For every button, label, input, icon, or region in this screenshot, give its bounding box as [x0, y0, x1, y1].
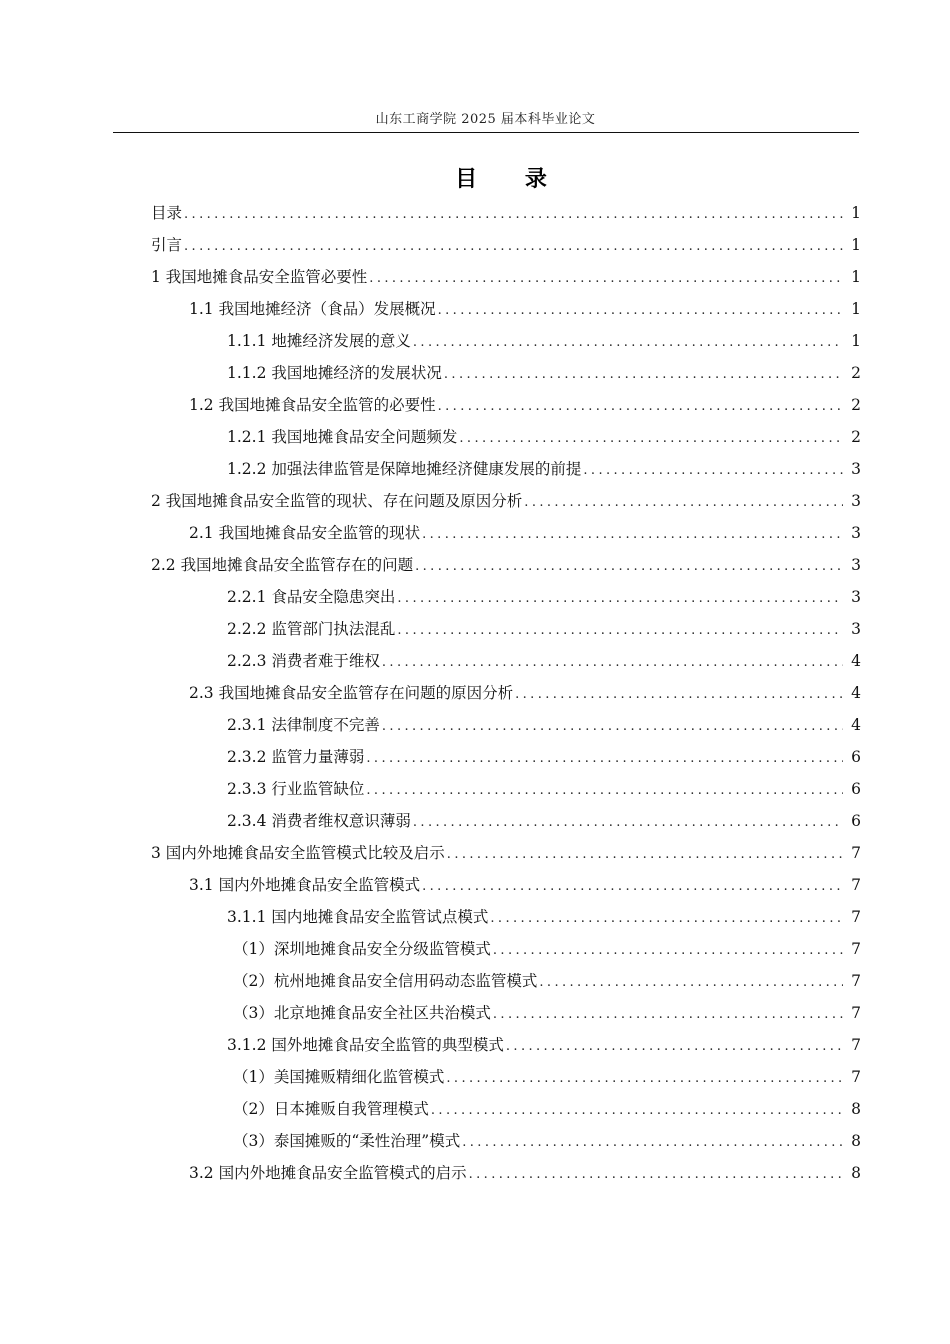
toc-dot-leader [413, 327, 843, 357]
toc-entry[interactable] [151, 677, 861, 709]
toc-entry[interactable] [151, 453, 861, 485]
toc-dot-leader [422, 871, 843, 901]
toc-dot-leader [422, 519, 843, 549]
toc-entry-label: （2）杭州地摊食品安全信用码动态监管模式 [233, 972, 538, 990]
toc-entry[interactable] [151, 805, 861, 837]
toc-dot-leader [184, 199, 843, 229]
toc-page-number: 6 [851, 748, 861, 766]
toc-dot-leader [184, 231, 843, 261]
toc-entry-label: 2.2 我国地摊食品安全监管存在的问题 [151, 556, 414, 574]
toc-dot-leader [366, 743, 843, 773]
toc-entry[interactable] [151, 645, 861, 677]
toc-entry[interactable] [151, 709, 861, 741]
toc-page-number: 1 [851, 204, 861, 222]
toc-entry-label: 2.3.1 法律制度不完善 [227, 716, 380, 734]
toc-entry[interactable] [151, 965, 861, 997]
toc-entry-label: 1.2.1 我国地摊食品安全问题频发 [227, 428, 458, 446]
toc-dot-leader [490, 903, 843, 933]
toc-entry[interactable] [151, 997, 861, 1029]
toc-dot-leader [438, 391, 843, 421]
toc-page-number: 2 [851, 396, 861, 414]
toc-entry-label: （1）深圳地摊食品安全分级监管模式 [233, 940, 491, 958]
toc-entry-label: 2 我国地摊食品安全监管的现状、存在问题及原因分析 [151, 492, 523, 510]
toc-entry-label: 2.3 我国地摊食品安全监管存在问题的原因分析 [189, 684, 514, 702]
toc-page-number: 7 [851, 876, 861, 894]
toc-entry[interactable] [151, 741, 861, 773]
toc-entry[interactable] [151, 933, 861, 965]
toc-dot-leader [583, 455, 843, 485]
toc-page-number: 6 [851, 812, 861, 830]
toc-entry[interactable] [151, 773, 861, 805]
toc-entry[interactable] [151, 197, 861, 229]
toc-entry-label: 1.1 我国地摊经济（食品）发展概况 [189, 300, 436, 318]
toc-page-number: 2 [851, 428, 861, 446]
toc-page-number: 3 [851, 492, 861, 510]
toc-entry-label: 3.1.1 国内地摊食品安全监管试点模式 [227, 908, 489, 926]
toc-entry[interactable] [151, 485, 861, 517]
toc-entry[interactable] [151, 229, 861, 261]
header-divider [113, 132, 859, 133]
toc-page-number: 6 [851, 780, 861, 798]
toc-entry-label: 2.3.3 行业监管缺位 [227, 780, 365, 798]
toc-entry[interactable] [151, 421, 861, 453]
toc-entry-label: 1.2.2 加强法律监管是保障地摊经济健康发展的前提 [227, 460, 582, 478]
toc-page-number: 7 [851, 908, 861, 926]
toc-page-number: 4 [851, 684, 861, 702]
toc-page-number: 4 [851, 652, 861, 670]
toc-entry[interactable] [151, 357, 861, 389]
toc-page-number: 3 [851, 620, 861, 638]
toc-entry[interactable] [151, 549, 861, 581]
toc-entry-label: 1.1.2 我国地摊经济的发展状况 [227, 364, 442, 382]
toc-entry-label: 3.2 国内外地摊食品安全监管模式的启示 [189, 1164, 467, 1182]
toc-dot-leader [397, 615, 843, 645]
toc-entry-label: （3）泰国摊贩的“柔性治理”模式 [233, 1132, 461, 1150]
toc-page-number: 8 [851, 1100, 861, 1118]
toc-entry[interactable] [151, 869, 861, 901]
toc-dot-leader [415, 551, 843, 581]
toc-entry[interactable] [151, 325, 861, 357]
toc-entry[interactable] [151, 389, 861, 421]
toc-entry[interactable] [151, 1061, 861, 1093]
toc-dot-leader [366, 775, 843, 805]
toc-dot-leader [493, 999, 843, 1029]
toc-entry[interactable] [151, 837, 861, 869]
toc-entry-label: （1）美国摊贩精细化监管模式 [233, 1068, 445, 1086]
toc-page-number: 8 [851, 1132, 861, 1150]
toc-page-number: 3 [851, 460, 861, 478]
toc-page-number: 4 [851, 716, 861, 734]
page-header: 山东工商学院 2025 届本科毕业论文 [375, 112, 596, 127]
toc-entry-label: 3 国内外地摊食品安全监管模式比较及启示 [151, 844, 445, 862]
toc-entry-label: 2.2.3 消费者难于维权 [227, 652, 380, 670]
toc-entry-label: 2.1 我国地摊食品安全监管的现状 [189, 524, 421, 542]
toc-entry-label: 引言 [151, 236, 183, 254]
toc-page-number: 7 [851, 972, 861, 990]
table-of-contents [151, 197, 861, 1189]
toc-entry-label: 2.2.1 食品安全隐患突出 [227, 588, 396, 606]
toc-entry-label: 3.1.2 国外地摊食品安全监管的典型模式 [227, 1036, 504, 1054]
toc-entry-label: 2.3.2 监管力量薄弱 [227, 748, 365, 766]
toc-entry[interactable] [151, 581, 861, 613]
toc-entry-label: 目录 [151, 204, 183, 222]
toc-dot-leader [462, 1127, 843, 1157]
toc-dot-leader [539, 967, 843, 997]
toc-page-number: 7 [851, 844, 861, 862]
toc-dot-leader [447, 839, 843, 869]
toc-dot-leader [469, 1159, 843, 1189]
toc-dot-leader [506, 1031, 843, 1061]
toc-dot-leader [431, 1095, 843, 1125]
toc-entry-label: （2）日本摊贩自我管理模式 [233, 1100, 429, 1118]
toc-dot-leader [459, 423, 843, 453]
toc-entry[interactable] [151, 613, 861, 645]
toc-dot-leader [413, 807, 843, 837]
toc-entry[interactable] [151, 1157, 861, 1189]
toc-entry[interactable] [151, 1029, 861, 1061]
toc-page-number: 3 [851, 524, 861, 542]
toc-dot-leader [382, 711, 843, 741]
toc-dot-leader [444, 359, 843, 389]
toc-page-number: 1 [851, 268, 861, 286]
toc-entry[interactable] [151, 293, 861, 325]
page-title: 目 录 [455, 167, 567, 192]
toc-entry[interactable] [151, 1093, 861, 1125]
toc-entry-label: 1.2 我国地摊食品安全监管的必要性 [189, 396, 436, 414]
toc-dot-leader [369, 263, 843, 293]
toc-entry[interactable] [151, 261, 861, 293]
toc-entry-label: 1 我国地摊食品安全监管必要性 [151, 268, 368, 286]
toc-page-number: 7 [851, 1004, 861, 1022]
toc-entry[interactable] [151, 901, 861, 933]
toc-dot-leader [515, 679, 843, 709]
toc-page-number: 1 [851, 236, 861, 254]
toc-dot-leader [493, 935, 843, 965]
toc-page-number: 7 [851, 1068, 861, 1086]
toc-page-number: 3 [851, 588, 861, 606]
toc-dot-leader [524, 487, 843, 517]
toc-entry-label: 1.1.1 地摊经济发展的意义 [227, 332, 411, 350]
toc-entry-label: 2.3.4 消费者维权意识薄弱 [227, 812, 411, 830]
toc-dot-leader [438, 295, 843, 325]
toc-page-number: 7 [851, 1036, 861, 1054]
toc-page-number: 1 [851, 332, 861, 350]
toc-dot-leader [397, 583, 843, 613]
toc-entry-label: （3）北京地摊食品安全社区共治模式 [233, 1004, 491, 1022]
toc-page-number: 8 [851, 1164, 861, 1182]
toc-entry-label: 3.1 国内外地摊食品安全监管模式 [189, 876, 421, 894]
toc-dot-leader [446, 1063, 843, 1093]
toc-entry-label: 2.2.2 监管部门执法混乱 [227, 620, 396, 638]
toc-page-number: 2 [851, 364, 861, 382]
toc-dot-leader [382, 647, 843, 677]
toc-entry[interactable] [151, 1125, 861, 1157]
toc-page-number: 7 [851, 940, 861, 958]
toc-page-number: 1 [851, 300, 861, 318]
toc-entry[interactable] [151, 517, 861, 549]
toc-page-number: 3 [851, 556, 861, 574]
